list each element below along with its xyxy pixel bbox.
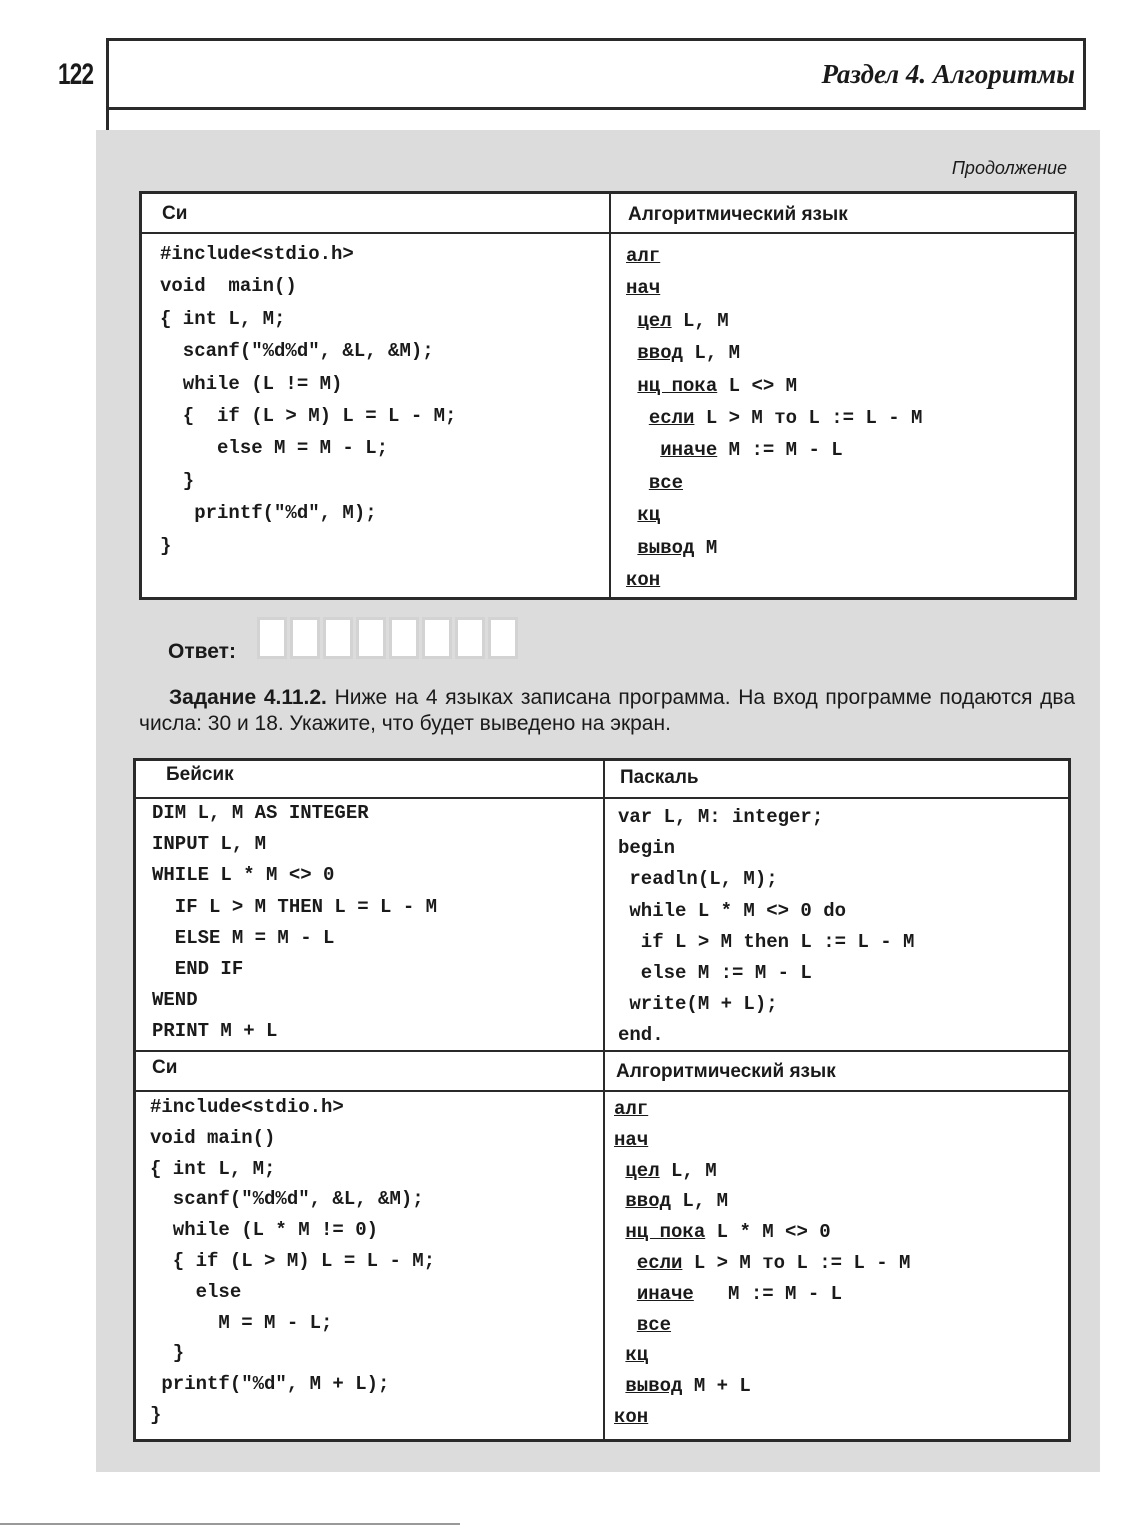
table2-basic-title: Бейсик — [166, 764, 234, 785]
code-line — [626, 272, 922, 304]
keyword: ввод — [637, 342, 684, 365]
table2-pascal-title: Паскаль — [620, 767, 699, 788]
code-line: нц пока L <> M — [637, 374, 798, 397]
header-tick — [106, 110, 109, 132]
answer-cell[interactable] — [323, 617, 353, 659]
code-line — [614, 1125, 910, 1156]
table1-algo-code — [626, 240, 922, 596]
keyword: кц — [625, 1344, 649, 1367]
keyword: нц пока — [625, 1221, 706, 1244]
table2-divider — [603, 761, 605, 1439]
keyword: если — [636, 1251, 683, 1274]
table2-algo-code — [614, 1094, 910, 1433]
code-line — [626, 467, 922, 499]
table2-c-title: Си — [152, 1057, 178, 1078]
answer-cell[interactable] — [389, 617, 419, 659]
table2-mid-rule — [136, 1050, 1068, 1052]
table1-algo-title: Алгоритмический язык — [628, 204, 848, 225]
answer-cell[interactable] — [356, 617, 386, 659]
answer-label: Ответ: — [168, 640, 236, 663]
keyword: цел — [625, 1159, 660, 1182]
keyword: ввод — [625, 1190, 672, 1213]
code-line: нц пока L * M <> 0 — [625, 1221, 831, 1244]
answer-cell[interactable] — [455, 617, 485, 659]
code-line — [614, 1340, 910, 1371]
code-line: если L > M то L := L - M — [636, 1251, 911, 1274]
keyword: нц пока — [637, 374, 718, 397]
code-line: ввод L, M — [637, 342, 741, 365]
table2-basic-code: DIM L, M AS INTEGER INPUT L, M WHILE L * M <> 0 IF L > M THEN L = L - M ELSE M = M - L END IF WEND PRINT M + L — [152, 802, 438, 1043]
keyword: алг — [626, 245, 661, 267]
table2-pascal-code: var L, M: integer; begin readln(L, M); while L * M <> 0 do if L > M then L := L - M else M := M - L write(M + L); end. — [618, 806, 915, 1047]
code-line — [626, 499, 922, 531]
keyword: иначе — [660, 439, 718, 462]
page-number: 122 — [58, 58, 94, 91]
code-line: цел L, M — [625, 1159, 717, 1182]
answer-cell[interactable] — [488, 617, 518, 659]
keyword: кц — [637, 504, 661, 527]
keyword: кон — [626, 569, 661, 592]
code-line — [614, 1310, 910, 1341]
task-text: Ниже на 4 языках записана программа. На вход программе подаются два числа: 30 и 18. Укажите, что будет выведено на экран. — [139, 686, 1076, 735]
code-line — [626, 240, 922, 272]
code-line — [614, 1402, 910, 1433]
code-line: вывод M — [637, 536, 718, 559]
answer-cell[interactable] — [290, 617, 320, 659]
table2-c-code: #include<stdio.h> void main() { int L, M; scanf("%d%d", &L, &M); while (L * M != 0) { if (L > M) L = L - M; else M = M - L; } printf("%d", M + L); } — [150, 1096, 436, 1426]
table1-divider — [609, 194, 611, 597]
code-line: иначе M := M - L — [660, 439, 843, 462]
keyword: вывод — [637, 536, 695, 559]
keyword: нач — [614, 1128, 649, 1151]
answer-cell[interactable] — [257, 617, 287, 659]
answer-field[interactable] — [257, 617, 518, 659]
section-header — [106, 38, 1086, 110]
table1-c-code: #include<stdio.h> void main() { int L, M; scanf("%d%d", &L, &M); while (L != M) { if (L > M) L = L - M; else M = M - L; } printf("%d", M); } — [160, 243, 457, 557]
code-line: иначе M := M - L — [636, 1282, 843, 1305]
code-table-2 — [133, 758, 1071, 1442]
code-table-1 — [139, 191, 1077, 600]
keyword: кон — [614, 1405, 649, 1428]
table1-c-title: Си — [162, 203, 188, 224]
keyword: цел — [637, 309, 672, 332]
task-description — [139, 685, 1075, 737]
keyword: вывод — [625, 1375, 683, 1398]
code-line: ввод L, M — [625, 1190, 729, 1213]
keyword: все — [648, 471, 684, 494]
code-line — [626, 564, 922, 596]
keyword: нач — [626, 277, 661, 300]
section-title: Раздел 4. Алгоритмы — [821, 59, 1075, 89]
keyword: иначе — [636, 1282, 694, 1305]
table2-algo-title: Алгоритмический язык — [616, 1061, 836, 1082]
task-number: Задание 4.11.2. — [169, 686, 327, 709]
continuation-label: Продолжение — [951, 158, 1067, 178]
keyword: все — [636, 1313, 672, 1336]
code-line: вывод M + L — [625, 1375, 751, 1398]
code-line: цел L, M — [637, 309, 729, 332]
code-line: если L > M то L := L - M — [648, 407, 923, 430]
answer-cell[interactable] — [422, 617, 452, 659]
keyword: алг — [614, 1098, 649, 1120]
keyword: если — [648, 407, 695, 430]
code-line — [614, 1094, 910, 1125]
table1-header-rule — [142, 232, 1074, 234]
